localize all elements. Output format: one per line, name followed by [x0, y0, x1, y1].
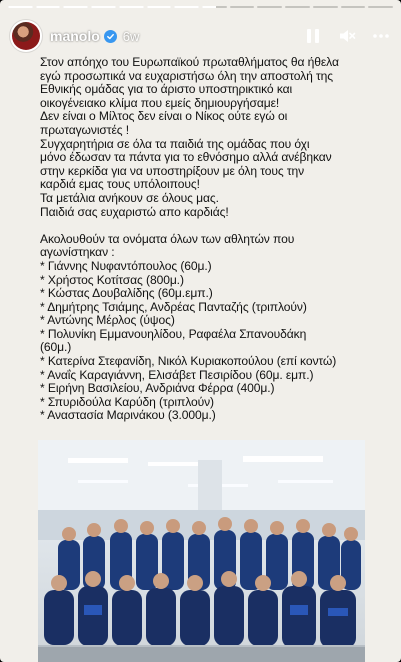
progress-segment-fill [147, 6, 172, 8]
caption-line: * Γιάννης Νυφαντόπουλος (60μ.) [40, 258, 212, 273]
caption-line: (60μ.) [40, 340, 72, 355]
progress-segment [341, 6, 366, 8]
caption-line: Εθνικής ομάδας για το άριστο υποστηρικτικό και [40, 82, 293, 97]
progress-segment-fill [8, 6, 33, 8]
caption-line: * Πολυνίκη Εμμανουηλίδου, Ραφαέλα Σπανουδάκη [40, 326, 307, 341]
progress-segment-fill [174, 6, 199, 8]
pause-button[interactable] [303, 26, 323, 46]
progress-segment-fill [202, 6, 216, 8]
caption-line: * Κώστας Δουβαλίδης (60μ.εμπ.) [40, 286, 213, 301]
progress-segment [91, 6, 116, 8]
caption-line: Τα μετάλια ανήκουν σε όλους μας. [40, 190, 219, 205]
caption-line: * Αντώνης Μέρλος (ύψος) [40, 313, 175, 328]
progress-segment-fill [91, 6, 116, 8]
caption-line: μόνο έδωσαν τα πάντα για το εθνόσημο αλλά ανέβηκαν [40, 150, 332, 165]
progress-segment [8, 6, 33, 8]
progress-segment-fill [36, 6, 61, 8]
caption-line: αγωνίστηκαν : [40, 245, 115, 260]
progress-segment [368, 6, 393, 8]
post-time: 6w [122, 28, 140, 44]
caption-line: Δεν είναι ο Μίλτος δεν είναι ο Νίκος ούτε εγώ οι [40, 109, 288, 124]
more-options-button[interactable] [371, 26, 391, 46]
caption-line: * Αναστασία Μαρινάκου (3.000μ.) [40, 408, 216, 423]
progress-segment [313, 6, 338, 8]
story-header [10, 18, 391, 54]
progress-segment [202, 6, 227, 8]
team-photo-image [38, 440, 365, 662]
text-gap [40, 219, 368, 233]
caption-line: * Ειρήνη Βασιλείου, Ανδριάνα Φέρρα (400μ.) [40, 381, 275, 396]
caption-line: * Δημήτρης Τσιάμης, Ανδρέας Πανταζής (τριπλούν) [40, 299, 307, 314]
caption-line: εγώ προσωπικά να ευχαριστήσω όλη την αποστολή της [40, 68, 333, 83]
caption-line: οικογένειακο κλίμα που εμείς δημιουργήσαμε! [40, 95, 280, 110]
username[interactable]: manolo [50, 28, 100, 44]
progress-segment [36, 6, 61, 8]
progress-segment-fill [63, 6, 88, 8]
speaker-muted-icon [338, 27, 356, 45]
caption-line: * Σπυριδούλα Καρύδη (τριπλούν) [40, 394, 214, 409]
caption-line: στην κερκίδα για να υποστηρίξουν με όλη τους την [40, 163, 305, 178]
progress-segment [285, 6, 310, 8]
caption-line: Στον απόηχο του Ευρωπαϊκού πρωταθλήματος θα ήθελα [40, 55, 339, 69]
mute-button[interactable] [337, 26, 357, 46]
verified-badge-icon [104, 30, 117, 43]
team-photo [38, 440, 365, 662]
caption-line: Παιδιά σας ευχαριστώ απο καρδιάς! [40, 204, 229, 219]
caption-line: Συγχαρητήρια σε όλα τα παιδιά της ομάδας που όχι [40, 136, 310, 151]
progress-segment [119, 6, 144, 8]
caption-line: καρδιά εμας τους υπόλοιπους! [40, 177, 200, 192]
story-progress-bar [8, 6, 393, 8]
caption-line: πρωταγωνιστές ! [40, 122, 129, 137]
progress-segment [147, 6, 172, 8]
story-caption [40, 56, 368, 423]
caption-line: Ακολουθούν τα ονόματα όλων των αθλητών που [40, 231, 295, 246]
caption-line: * Αναΐς Καραγιάννη, Ελισάβετ Πεσιρίδου (60μ. εμπ.) [40, 367, 314, 382]
more-horizontal-icon [372, 27, 390, 45]
progress-segment-fill [119, 6, 144, 8]
avatar[interactable] [10, 20, 42, 52]
progress-segment [63, 6, 88, 8]
pause-icon [304, 27, 322, 45]
progress-segment [230, 6, 255, 8]
caption-line: * Χρήστος Κοτίτσας (800μ.) [40, 272, 184, 287]
progress-segment [174, 6, 199, 8]
progress-segment [257, 6, 282, 8]
story-controls [303, 26, 391, 46]
avatar-image [12, 22, 40, 50]
caption-line: * Κατερίνα Στεφανίδη, Νικόλ Κυριακοπούλου (επί κοντώ) [40, 354, 337, 369]
